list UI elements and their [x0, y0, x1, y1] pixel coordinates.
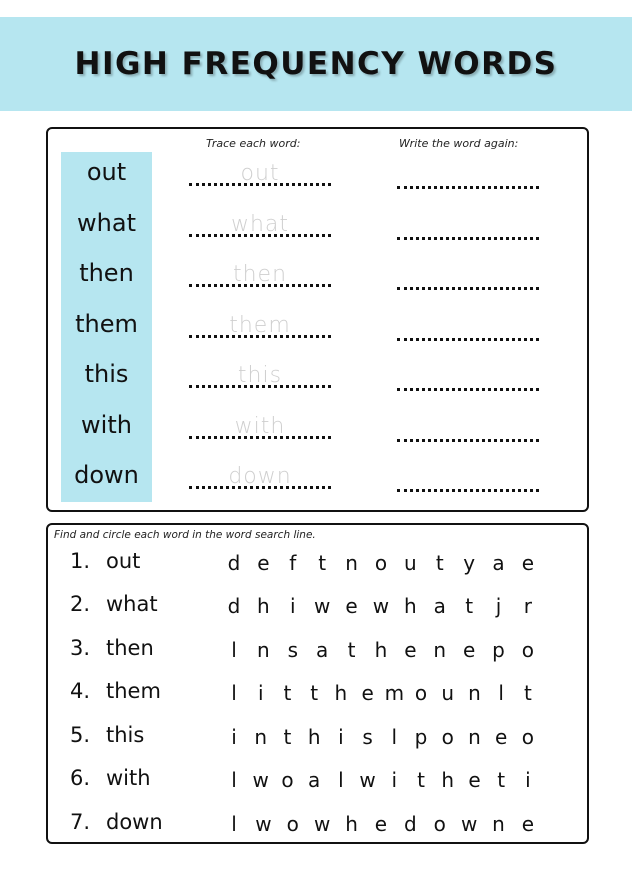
search-word: them: [106, 679, 161, 703]
search-letter[interactable]: w: [460, 812, 478, 836]
search-letter[interactable]: a: [316, 638, 329, 662]
search-letter[interactable]: u: [441, 681, 455, 705]
search-letter[interactable]: t: [283, 681, 292, 705]
write-column-header: Write the word again:: [399, 137, 519, 150]
search-letter[interactable]: n: [345, 551, 358, 575]
search-letter[interactable]: l: [391, 725, 398, 749]
write-line[interactable]: [397, 439, 539, 442]
search-letter[interactable]: r: [523, 594, 533, 618]
search-letter[interactable]: n: [257, 638, 270, 662]
search-letter[interactable]: p: [492, 638, 505, 662]
trace-line[interactable]: [189, 335, 331, 338]
search-letter[interactable]: e: [462, 638, 476, 662]
search-letter[interactable]: y: [463, 551, 476, 575]
trace-line[interactable]: [189, 436, 331, 439]
search-letter[interactable]: h: [345, 812, 358, 836]
write-line[interactable]: [397, 388, 539, 391]
search-letter[interactable]: i: [257, 681, 264, 705]
search-row: [48, 636, 587, 679]
search-letter[interactable]: s: [287, 638, 298, 662]
search-letter[interactable]: w: [372, 594, 390, 618]
search-letter[interactable]: h: [334, 681, 348, 705]
trace-row: [48, 152, 587, 203]
search-letter[interactable]: t: [435, 551, 444, 575]
row-number: 1.: [69, 549, 90, 573]
trace-word: this: [237, 363, 283, 388]
search-word: down: [106, 810, 163, 834]
row-number: 4.: [69, 679, 90, 703]
search-letter[interactable]: p: [414, 725, 428, 749]
search-letter[interactable]: i: [525, 768, 531, 792]
search-letter[interactable]: t: [523, 681, 532, 705]
search-row: [48, 723, 587, 766]
letter-line: [224, 594, 538, 618]
search-letter[interactable]: h: [374, 638, 388, 662]
trace-word: then: [232, 262, 288, 287]
search-letter[interactable]: u: [404, 551, 417, 575]
search-letter[interactable]: o: [441, 725, 454, 749]
trace-row: [48, 455, 587, 506]
search-letter[interactable]: w: [255, 812, 272, 836]
search-row: [48, 549, 587, 592]
search-letter[interactable]: a: [433, 594, 446, 618]
search-letter[interactable]: w: [359, 768, 376, 792]
write-line[interactable]: [397, 338, 539, 341]
search-letter[interactable]: l: [231, 681, 237, 705]
search-letter[interactable]: m: [384, 681, 405, 705]
search-letter[interactable]: e: [495, 725, 508, 749]
letter-line: [224, 681, 538, 705]
search-letter[interactable]: a: [492, 551, 505, 575]
search-letter[interactable]: l: [338, 768, 344, 792]
search-letter[interactable]: l: [231, 638, 237, 662]
search-letter[interactable]: h: [257, 594, 270, 618]
letter-line: [224, 768, 538, 792]
search-word: then: [106, 636, 154, 660]
search-letter[interactable]: d: [227, 594, 241, 618]
word-label: what: [77, 209, 136, 237]
trace-row: [48, 253, 587, 304]
write-line[interactable]: [397, 237, 539, 240]
letter-line: [224, 725, 538, 749]
search-word: out: [106, 549, 141, 573]
search-letter[interactable]: i: [391, 768, 398, 792]
trace-line[interactable]: [189, 183, 331, 186]
search-letter[interactable]: e: [361, 681, 374, 705]
trace-row: [48, 203, 587, 254]
search-letter[interactable]: h: [441, 768, 455, 792]
search-word: with: [106, 766, 151, 790]
search-letter[interactable]: l: [498, 681, 504, 705]
trace-word: down: [228, 464, 292, 489]
word-label: down: [74, 461, 139, 489]
write-line[interactable]: [397, 186, 539, 189]
letter-line: [224, 638, 538, 662]
write-line[interactable]: [397, 489, 539, 492]
search-letter[interactable]: a: [308, 768, 321, 792]
letter-line: [224, 812, 538, 836]
search-letter[interactable]: e: [257, 551, 270, 575]
search-letter[interactable]: i: [290, 594, 296, 618]
trace-line[interactable]: [189, 486, 331, 489]
search-letter[interactable]: t: [318, 551, 327, 575]
search-row: [48, 679, 587, 722]
write-line[interactable]: [397, 287, 539, 290]
search-letter[interactable]: i: [231, 725, 237, 749]
word-label: out: [86, 158, 127, 186]
search-letter[interactable]: o: [281, 768, 294, 792]
search-letter[interactable]: d: [403, 812, 417, 836]
trace-word: with: [234, 414, 286, 439]
row-number: 5.: [69, 723, 90, 747]
search-letter[interactable]: e: [404, 638, 417, 662]
search-row: [48, 810, 587, 853]
trace-row: [48, 304, 587, 355]
row-number: 3.: [69, 636, 90, 660]
search-letter[interactable]: o: [521, 638, 535, 662]
search-letter[interactable]: n: [433, 638, 447, 662]
row-number: 7.: [69, 810, 90, 834]
row-number: 2.: [69, 592, 90, 616]
search-letter[interactable]: o: [286, 812, 299, 836]
search-letter[interactable]: e: [345, 594, 358, 618]
search-letter[interactable]: o: [521, 725, 535, 749]
search-letter[interactable]: w: [313, 594, 331, 618]
search-letter[interactable]: t: [465, 594, 474, 618]
search-instructions: Find and circle each word in the word search line.: [54, 529, 316, 541]
word-label: this: [84, 360, 129, 388]
search-word: this: [106, 723, 145, 747]
search-letter[interactable]: t: [497, 768, 506, 792]
trace-row: [48, 405, 587, 456]
search-letter[interactable]: n: [254, 725, 268, 749]
search-letter[interactable]: n: [492, 812, 505, 836]
search-row: [48, 592, 587, 635]
trace-word: what: [230, 212, 290, 237]
title-banner: [0, 17, 632, 111]
search-letter[interactable]: l: [231, 812, 237, 836]
trace-column-header: Trace each word:: [206, 137, 301, 150]
search-letter[interactable]: f: [289, 551, 297, 575]
search-letter[interactable]: d: [227, 551, 241, 575]
search-letter[interactable]: e: [374, 812, 388, 836]
word-search-section: [46, 523, 589, 844]
trace-line[interactable]: [189, 284, 331, 287]
search-letter[interactable]: n: [468, 725, 481, 749]
trace-word: them: [229, 313, 291, 338]
search-letter[interactable]: t: [417, 768, 425, 792]
search-letter[interactable]: e: [468, 768, 481, 792]
trace-row: [48, 354, 587, 405]
trace-section: [46, 127, 589, 512]
page-title: HIGH FREQUENCY WORDS: [74, 46, 558, 82]
search-row: [48, 766, 587, 809]
search-letter[interactable]: o: [414, 681, 428, 705]
letter-line: [224, 551, 538, 575]
search-letter[interactable]: l: [231, 768, 237, 792]
search-letter[interactable]: o: [433, 812, 446, 836]
search-letter[interactable]: w: [313, 812, 331, 836]
search-letter[interactable]: h: [404, 594, 417, 618]
search-letter[interactable]: j: [495, 594, 502, 618]
search-letter[interactable]: n: [468, 681, 481, 705]
search-letter[interactable]: e: [521, 812, 535, 836]
search-letter[interactable]: e: [521, 551, 535, 575]
row-number: 6.: [69, 766, 90, 790]
trace-line[interactable]: [189, 234, 331, 237]
search-letter[interactable]: s: [362, 725, 373, 749]
search-letter[interactable]: o: [374, 551, 388, 575]
search-letter[interactable]: h: [307, 725, 321, 749]
search-letter[interactable]: t: [347, 638, 356, 662]
search-letter[interactable]: t: [310, 681, 319, 705]
search-letter[interactable]: w: [252, 768, 269, 792]
trace-line[interactable]: [189, 385, 331, 388]
word-label: then: [79, 259, 134, 287]
trace-word: out: [240, 161, 280, 186]
search-letter[interactable]: i: [338, 725, 344, 749]
word-label: with: [81, 411, 132, 439]
word-label: them: [75, 310, 138, 338]
search-letter[interactable]: t: [283, 725, 292, 749]
search-word: what: [106, 592, 158, 616]
